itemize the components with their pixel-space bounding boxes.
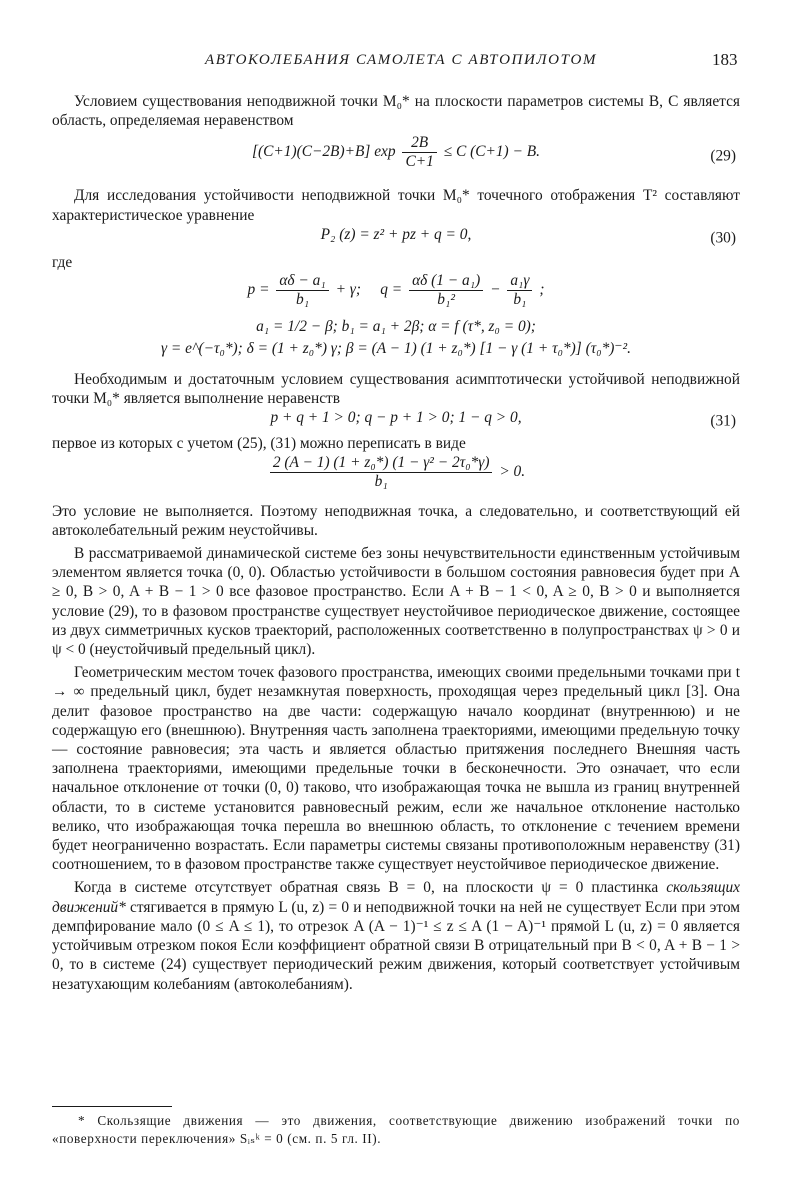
paragraph-rewrite: первое из которых с учетом (25), (31) можно переписать в виде bbox=[52, 435, 466, 453]
page-body bbox=[52, 92, 740, 994]
paragraph-dynamic-system: В рассматриваемой динамической системе без зоны нечувствительности единственным устойчивым элементом является точка (0, 0). Областью устойчивости в большом состояния равновесия будет при A ≥ 0, B > 0, A + B − 1 > 0 все фазовое пространство. Если A + B − 1 < 0, A ≥ 0, B > 0 и выполняется условие (29), то в фазовом пространстве существует неустойчивое периодическое движение, состоящее из двух симметричных кусков траекторий, расположенных соответственно в полупространствах ψ > 0 и ψ < 0 (неустойчивый предельный цикл). bbox=[52, 545, 740, 659]
footnote-divider bbox=[52, 1106, 172, 1107]
eq29-denominator: C+1 bbox=[405, 153, 434, 171]
footnote bbox=[52, 1112, 740, 1148]
p-fraction bbox=[276, 272, 328, 309]
q-fraction bbox=[409, 272, 483, 309]
p8-text-a: Когда в системе отсутствует обратная связь B = 0, на плоскости ψ = 0 пластинка bbox=[74, 879, 667, 897]
p-numerator: αδ − a₁ bbox=[276, 272, 328, 291]
eq29-left: [(C+1)(C−2B)+B] exp bbox=[252, 143, 396, 161]
definition-gamma-delta-beta: γ = e^(−τ₀*); δ = (1 + z₀*) γ; β = (A − 1) (1 + z₀*) [1 − γ (1 + τ₀*)] (τ₀*)⁻². bbox=[161, 340, 631, 358]
p8-text-b: стягивается в прямую L (u, z) = 0 и неподвижной точки на ней не существует Если при этом демпфирование мало (0 ≤ A ≤ 1), то отрезок A (A − 1)⁻¹ ≤ z ≤ A (1 − A)⁻¹ прямой L (u, z) = 0 является устойчивым отрезком покоя Если коэффициент обратной связи B отрицательный при B < 0, A + B − 1 > 0, то в системе (24) существует периодический режим движения, который соответствует устойчивым незатухающим колебаниям (автоколебаниям). bbox=[52, 898, 740, 993]
p8-emphasis: скользящих движений* bbox=[52, 879, 740, 916]
q-minus: − bbox=[490, 281, 501, 299]
q-numerator: αδ (1 − a₁) bbox=[409, 272, 483, 291]
p-rhs: + γ; bbox=[335, 281, 362, 299]
p-lhs: p = bbox=[247, 281, 270, 299]
eq29-right: ≤ C (C+1) − B. bbox=[443, 143, 540, 161]
equation-30 bbox=[52, 225, 740, 251]
paragraph-unstable: Это условие не выполняется. Поэтому неподвижная точка, а следовательно, и соответствующий ей автоколебательный режим неустойчивы. bbox=[52, 502, 740, 539]
paragraph-stability-intro: Для исследования устойчивости неподвижной точки M₀* точечного отображения T² составляют характеристическое уравнение bbox=[52, 187, 740, 224]
equation-number-30: (30) bbox=[710, 229, 736, 247]
equation-29 bbox=[52, 134, 740, 178]
ineq-numerator: 2 (A − 1) (1 + z₀*) (1 − γ² − 2τ₀*γ) bbox=[270, 454, 493, 473]
q-end: ; bbox=[539, 281, 545, 299]
paragraph-fixed-point-condition: Условием существования неподвижной точки M₀* на плоскости параметров системы B, C является область, определяемая неравенством bbox=[52, 93, 740, 130]
p-denominator: b₁ bbox=[296, 291, 310, 309]
paragraph-stability-condition: Необходимым и достаточным условием существования асимптотически устойчивой неподвижной точки M₀* является выполнение неравенств bbox=[52, 371, 740, 408]
paragraph-no-feedback bbox=[52, 878, 740, 993]
eq30-formula: P₂ (z) = z² + pz + q = 0, bbox=[320, 225, 472, 243]
equation-31 bbox=[52, 408, 740, 434]
inequality-rewritten bbox=[52, 454, 740, 498]
where-label: где bbox=[52, 253, 73, 271]
ineq-rhs: > 0. bbox=[499, 462, 526, 480]
page-header bbox=[0, 50, 796, 74]
paragraph-geometric-locus: Геометрическим местом точек фазового пространства, имеющих своими предельными точками при t → ∞ предельный цикл, будет незамкнутая поверхность, проходящая через предельный цикл [3]. Она делит фазовое пространство на две части: содержащую начало координат (внутреннюю) и не содержащую его (внешнюю). Внутренняя часть заполнена траекториями, имеющими предельную точку — состояние равновесия; эта часть и является областью притяжения последнего Внешняя часть заполнена траекториями, имеющими предельные точки в бесконечности. Это означает, что если начальное отклонение от точки (0, 0) таково, что изображающая точка не вышла из границ внутренней области, то в системе установится равновесный режим, если же начальное отклонение настолько велико, что изображающая точка перешла во внешнюю область, то отклонение с течением времени будет неограниченно возрастать. Если параметры системы связаны противоположным неравенству (31) соотношением, то в фазовом пространстве также существует неустойчивое периодическое движение. bbox=[52, 664, 740, 874]
equation-number-29: (29) bbox=[710, 147, 736, 165]
q2-numerator: a₁γ bbox=[507, 272, 532, 291]
eq29-fraction bbox=[402, 134, 436, 171]
eq29-numerator: 2B bbox=[402, 134, 436, 153]
definition-p-q bbox=[52, 272, 740, 316]
ineq-denominator: b₁ bbox=[374, 472, 388, 490]
q2-denominator: b₁ bbox=[513, 291, 527, 309]
q2-fraction bbox=[507, 272, 532, 309]
eq31-formula: p + q + 1 > 0; q − p + 1 > 0; 1 − q > 0, bbox=[270, 409, 522, 427]
definition-a1-b1: a₁ = 1/2 − β; b₁ = a₁ + 2β; α = f (τ*, z₀ = 0); bbox=[256, 318, 536, 336]
footnote-text: * Скользящие движения — это движения, соответствующие движению изображений точки по «поверхности переключения» Sᵢₛᵏ = 0 (см. п. 5 гл. II). bbox=[52, 1113, 740, 1146]
ineq-fraction bbox=[270, 454, 493, 491]
running-title: АВТОКОЛЕБАНИЯ САМОЛЕТА С АВТОПИЛОТОМ bbox=[205, 52, 598, 68]
page-number: 183 bbox=[712, 50, 738, 69]
q-denominator: b₁² bbox=[437, 291, 455, 309]
q-lhs: q = bbox=[380, 281, 403, 299]
equation-number-31: (31) bbox=[710, 412, 736, 430]
